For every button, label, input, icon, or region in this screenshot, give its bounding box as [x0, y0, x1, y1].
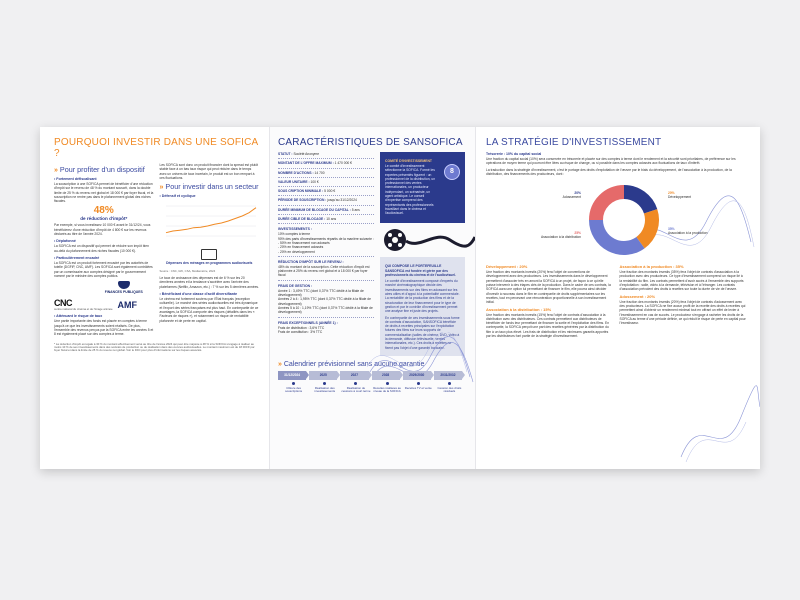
section-secteur-title: » Pour investir dans un secteur [159, 182, 259, 192]
invest-line: - 20% en financement adossés [278, 245, 324, 250]
timeline-step: 2031/2032 Cession des droits résiduels [434, 371, 465, 394]
timeline-step: 31/12/2024 Clôture des souscriptions [278, 371, 309, 394]
portefeuille-text-3: En contrepartie de ces investissements sous forme de contrats d'association, SANSOFICA bénéficie de droits à recettes principales sur l'exploitation futures des films sur leurs supports de commercialisation (salles de cinéma, DVD, vidéo à la demande, diffusion télévisuelle, ventes internationales, etc.). Ces droits à recettes ne fixent pas l'objet d'une garantie bancaire. [385, 315, 460, 350]
footnote: * La réduction d'impôt est égale à 30 % du montant effectivement versé au titre de l'année 2024 qui peut être majorée à 48 % si la SOFICA s'engage à réaliser au moins 10 % de ses investissements dans des sociétés de production ou de réalisation dans des œuvres audiovisuelles. Le montant maximum est de 18 000 € par foyer fiscal et dans la limite de 25 % du revenu net global. Voir le DICI pour plus d'informations sur les risques associés. [54, 341, 255, 353]
blue-scribble-decoration [676, 377, 760, 467]
panel-why-invest [40, 127, 269, 469]
brochure-spread [40, 127, 760, 469]
donut-slice-d-veloppement [640, 212, 652, 243]
defisc-heading: • Fortement défiscalisant [54, 177, 97, 181]
tresorerie-heading: Trésorerie : 10% du capital social [486, 152, 542, 156]
donut-slice-adossement [624, 192, 651, 211]
panel2-title: CARACTÉRISTIQUES DE SANSOFICA [278, 137, 463, 148]
panel1-column-right [160, 163, 260, 339]
taux-heading: • Atténuant le risque de taux [54, 314, 103, 319]
field-duree-min: DURÉE MINIMUM DE BLOCAGE DU CAPITAL : 5 ans [278, 207, 360, 212]
field-statut: STATUT : Société Anonyme [278, 152, 320, 156]
finances-publiques-logo: FINANCES PUBLIQUES [94, 281, 154, 294]
allocation-donut-chart [486, 180, 746, 260]
tresorerie-text: Une fraction du capital social (10%) sera conservée en trésorerie et placée sur des comptes à terme dont le rendement et la sécurité sont prioritaires, de préférence sur les opérations de moyen terme qui pourront être liées au risque de change, ou si possible dans les comptes adossés aux fluctuations de taux d'intérêt. [486, 157, 736, 166]
field-valeur: VALEUR UNITAIRE : 100 € [278, 179, 319, 184]
film-reel-icon [380, 225, 475, 255]
household-spending-chart [160, 200, 260, 265]
tax-reduction-caption: de réduction d'impôt* [80, 216, 128, 222]
defisc-example: Par exemple, si vous investissez 10 000 € avant le 31/12/24, vous bénéficierez d'une réduction d'impôt de 4 800 € sur les revenus déclarés au titre de l'année 2024. [54, 223, 151, 237]
legend-assoc-distribution: 25% Association à la distribution [541, 231, 581, 240]
film-reel-illustration [380, 225, 465, 255]
taux-text: Une partie importante des fonds est placée en comptes à terme jusqu'à ce que les investissements soient réalisés. De plus, l'ensemble des revenus perçus par la SOFICA entre les années 5 et 8 est également placé sur des comptes à terme. [54, 319, 154, 337]
panel-strategy [475, 127, 760, 469]
frais-exc-line: Frais de distribution : 3,6% TTC [278, 325, 325, 330]
timeline-step: 2028 Recettes réalisées au niveau de la SOFICA [373, 372, 401, 394]
portefeuille-box [380, 257, 465, 356]
panel-characteristics [269, 127, 475, 469]
donut-slice-association-la-distribution [596, 192, 624, 220]
reduction-heading: RÉDUCTION D'IMPÔT SUR LE REVENU : [278, 259, 344, 264]
legend-developpement: 20% Développement [668, 191, 692, 200]
growth-text: Le taux de croissance des dépenses est de 6 % sur les 20 dernières années et la tendance s'accélère avec l'arrivée des plateformes (Netflix, Amazon, etc.) : 7 % sur les 5 dernières années. [159, 276, 260, 289]
chevron-right-icon: » [54, 167, 58, 174]
frais-exc-line: Frais de constitution : 3% TTC [278, 329, 323, 334]
field-periode: PÉRIODE DE SOUSCRIPTION : jusqu'au 31/12/2024 [278, 198, 357, 203]
film-reel-badge-icon: 8 [444, 164, 460, 180]
strategy-column-left [486, 262, 613, 340]
adossement-text: Une fraction des montants investis (20%) fera l'objet de contrats d'adossement avec des producteurs. La SOFICA ne fixe aucun profit de la recette des droits à recettes qui permettent ainsi d'obtenir un rendement minimal tout en offrant un effet de levier à l'investissement en cas de succès. Le producteur s'engage à racheter les droits de la SOFICA au terme d'une période définie, ce qui réduit le risque de perte en capital pour l'investisseur. [619, 299, 746, 326]
field-actions: NOMBRE D'ACTIONS : 14 700 [278, 170, 325, 175]
chevron-right-icon: » [159, 184, 164, 192]
calendar-title: » Calendrier prévisionnel sans aucune garantie [278, 360, 425, 368]
chart-title: Dépenses des ménages en programmes audiovisuels [166, 261, 253, 266]
invest-line: - 20% en développement [278, 249, 315, 254]
adossement-heading: Adossement : 20% [619, 293, 656, 299]
investissements-heading: INVESTISSEMENTS : [278, 227, 312, 232]
characteristics-list [278, 152, 374, 356]
field-duree-cible: DURÉE CIBLE DE BLOCAGE : 10 ans [278, 217, 337, 222]
deplafonne-text: La SOFICA est un dispositif qui permet de réduire son impôt bien au-delà du plafonnement des niches fiscales (10 000 €). [54, 244, 149, 253]
cnc-logo: CNC centre national du cinéma et de l'image animée [54, 298, 113, 312]
strategy-intro: La traduction dans la stratégie d'investissement, c'est le portage des droits d'exploitation de l'œuvre par le biais du développement, de l'association à la production, de la distribution, des financements des producteurs, dont : [486, 167, 732, 176]
spending-series-line [166, 208, 256, 233]
strategy-column-right [620, 262, 747, 340]
dynamic-heading: • Défensif et cyclique [159, 194, 196, 199]
field-montant: MONTANT DE L'OFFRE MAXIMUM : 1 470 000 € [278, 161, 353, 166]
assoc-distribution-text: Une fraction des montants investis (15%) fera l'objet de contrats d'association à la distribution avec des distributeurs. Ces contrats permettent aux distributeurs de bénéficier de fonds leur permettant de financer la sortie et l'exploitation des films. En contrepartie, la SOFICA perçoit une part des recettes générées par la distribution du film à un taux plus élevé. Les frais de distribution et les minimums garantis apportés par les distributeurs font partie de la stratégie d'investissement. [486, 312, 610, 339]
comite-heading: COMITÉ D'INVESTISSEMENT [385, 159, 432, 163]
tax-reduction-percent: 48% [93, 205, 114, 217]
classe-text: Le cinéma est fortement soutenu par l'État français (exception culturelle). Le marché des séries audiovisuelles est très dynamique et l'export des séries françaises est plus haut. En contrepartie de ce avantages, la SOFICA comporte des risques (détaillés dans les « Facteurs de risques »), et notamment un risque de rentabilité plafonnée et de perte en capital. [159, 297, 259, 323]
panel1-title: POURQUOI INVESTIR DANS UNE SOFICA ? [54, 137, 258, 159]
legend-assoc-production: 35% Association à la production [668, 227, 708, 236]
donut-svg [584, 180, 664, 260]
invest-line: 10% comptes à terme [278, 232, 311, 237]
frais-heading: FRAIS DE GESTION : [278, 283, 313, 288]
calendar-timeline [278, 371, 465, 394]
deplafonne-heading: • Déplafonné [54, 239, 76, 244]
frais-line: Années 2 à 4 : 1,95% TTC (dont 0,37% TTC dédié à la filiale de développement) [278, 297, 371, 306]
section-dispositif-title: » Pour profiter d'un dispositif [54, 165, 145, 174]
amf-logo: AMF [117, 299, 138, 310]
frais-line: Année 1 : 3,49% TTC (dont 0,37% TTC dédié à la filiale de développement) [278, 288, 364, 298]
encadre-text: La SOFICA est un produit fortement encadré par les autorités de tutelle (DGFiP, CNC, AMF). Les SOFICA sont également contrôlées par un commissaire aux comptes désigné par le gouvernement nommé par le ministre des comptes publics. [54, 260, 153, 278]
donut-slice-association-la-production [596, 220, 640, 248]
reduction-text: 48% du montant de la souscription. Cette réduction d'impôt est plafonnée à 25% du revenu net global et à 18 000 € par foyer fiscal [278, 264, 370, 278]
timeline-step: 2025 Réalisation des investissements [309, 371, 340, 394]
classe-heading: • Bénéficiant d'une classe d'actif diversifiante [159, 292, 238, 297]
field-souscription-min: SOUS CRIPTION MINIMALE : 5 000 € [278, 189, 336, 194]
defisc-text: La souscription à une SOFICA permet de bénéficier d'une réduction d'impôt sur le revenu de 48 % du montant souscrit, dans la double limite de 25 % du revenu net global et 18 000 € par foyer fiscal, et la souscription ne rentre pas dans le plafonnement global des niches fiscales. [54, 182, 154, 204]
developpement-heading: Développement : 20% [486, 264, 528, 270]
portefeuille-heading: QUI COMPOSE LE PORTEFEUILLE [385, 263, 442, 268]
spending-line-chart [160, 200, 258, 242]
frais-line: Années 5 à 10 : 1,19% TTC (dont 0,37% TTC dédié à la filiale de développement) [278, 305, 373, 315]
frais-exc-heading: FRAIS EXCEPTIONNELS (ANNÉE 1) : [278, 320, 338, 325]
comite-box [380, 152, 465, 223]
chart-source: Source : CNC, GfK, CSA, Médiamétrie, 2024 [159, 269, 216, 274]
timeline-step: 2029/2030 Recettes TV et vente [403, 371, 434, 390]
invest-line: 90% des parts d'investissements répartis de la manière suivante : [278, 236, 374, 241]
portefeuille-text-1: SANSOFICA est fondée et gérée par des professionnels du cinéma et de l'audiovisuel. [385, 268, 456, 277]
republic-emblem-icon [118, 281, 130, 289]
assoc-distribution-heading: Association à la distribution : 15% [486, 306, 552, 312]
invest-line: - 50% en financement non adossés [278, 240, 330, 245]
timeline-step: 2027 Réalisation de cessions à court terme [341, 372, 371, 394]
encadre-heading: • Particulièrement encadré [54, 255, 100, 260]
legend-adossement: 20% Adossement [562, 191, 581, 200]
screen-icon [201, 249, 217, 260]
chevron-right-icon: » [278, 360, 282, 368]
stability-intro: Les SOFICA sont donc un produit financier dont la spread est plutôt stable face à un bas taux risque qui peut réduire dans le temps avec un univers de taux incertain, le produit est un bon rempart à ces fluctuations. [159, 163, 259, 180]
regulator-logos [54, 298, 154, 311]
portefeuille-text-2: Le comité d'investissement composé d'experts du marché cinématographique décide des investissements sur des films en adossant sur les aires utiles et d'appui à la potentialité commerciale. La rentabilité de la production des films et de la structuration de leur financement pour le type de gestion et par le contrôle d'investissement permet une analyse fine et juste des projets. [385, 279, 460, 314]
assoc-production-text: Une fraction des montants investis (35%) fera l'objet de contrats d'association à la production avec des producteurs. Ce type d'investissement comprend un risque lié à la rentabilité du film. Les contrats permettent d'avoir accès à l'ensemble des supports d'exploitation : salle, vidéo à la demande, télévision et à l'étranger. Les contrats d'association prévoient des droits à recettes sur toute la durée de vie de l'œuvre. [619, 270, 744, 292]
assoc-production-heading: Association à la production : 35% [619, 264, 684, 270]
panel3-title: LA STRATÉGIE D'INVESTISSEMENT [486, 137, 662, 148]
comite-text: Le comité d'investissement sélectionne la SOFICA. Formé les expertes présentés figurent : un professionnel de la distribution, un professionnel des ventes internationales, un producteur indépendant, un scénariste, un agent artistique. Le conseil d'expertise comprend des représentants des professionnels travaillant dans le cinéma et l'audiovisuel. [385, 164, 436, 216]
developpement-text: Une fraction des montants investis (20%) fera l'objet de conventions de développement avec des producteurs. Les investissements dans le développement permettent d'associer très en amont la SOFICA à un projet, de façon à ce qu'elle puisse intervenir à des étapes clés de la production. Dans le cadre de ces contrats, la SOFICA aura une option lui permettant de financer le film, elle pourra ainsi décider d'investir à nouveau dans le film en contrepartie de droits supplémentaires sur les recettes, tout en percevant une rémunération proportionnelle à son investissement initial. [486, 270, 611, 305]
panel1-column-left [54, 163, 154, 339]
